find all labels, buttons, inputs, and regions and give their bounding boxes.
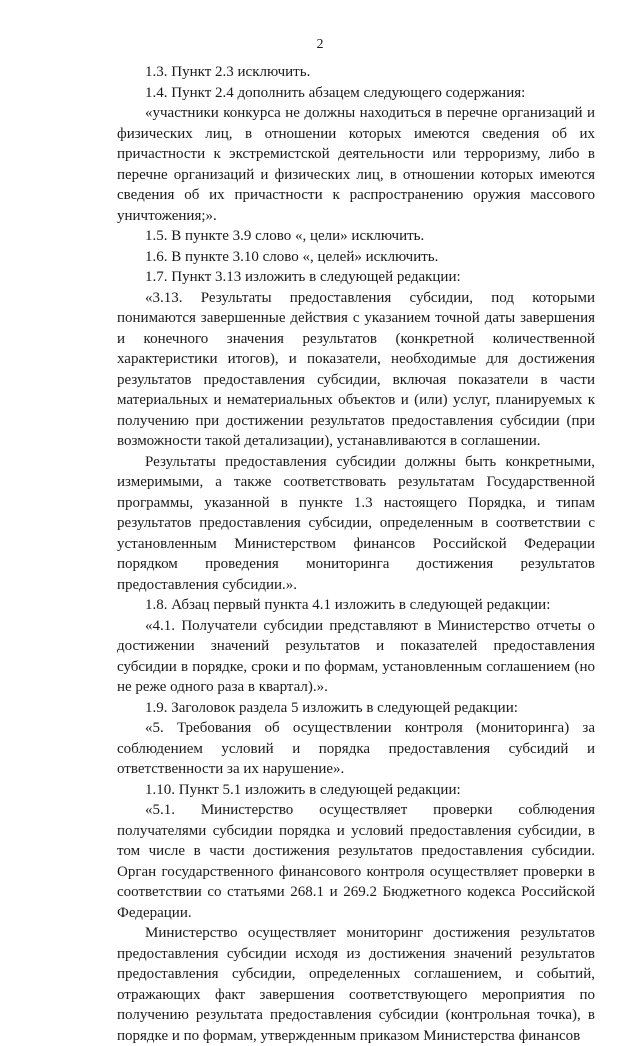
paragraph-monitoring: Министерство осуществляет мониторинг достижения результатов предоставления субсидии исходя из достижения значений результатов предоставления субсидии, определенных соглашением, и событий, отражающих факт завершения соответствующего мероприятия по получению результата предоставления субсидии (контрольная точка), в порядке и по формам, утвержденным приказом Министерства финансов <box>117 925 595 1044</box>
paragraph-1-4-quote: «участники конкурса не должны находиться в перечне организаций и физических лиц, в отношении которых имеются сведения об их причастности к экстремистской деятельности или терроризму, либо в перечне организаций и физических лиц, в отношении которых имеются сведения об их причастности к распространению оружия массового уничтожения;». <box>117 105 595 224</box>
paragraph-1-7: 1.7. Пункт 3.13 изложить в следующей редакции: <box>145 269 461 285</box>
paragraph-4-1-quote: «4.1. Получатели субсидии представляют в Министерство отчеты о достижении значений результатов и показателей предоставления субсидии в порядке, сроки и по формам, установленным соглашением (но не реже одного раза в квартал).». <box>117 617 595 695</box>
paragraph-1-8: 1.8. Абзац первый пункта 4.1 изложить в следующей редакции: <box>145 597 551 613</box>
paragraph-3-13-results: Результаты предоставления субсидии должны быть конкретными, измеримыми, а также соответствовать результатам Государственной программы, указанной в пункте 1.3 настоящего Порядка, и типам результатов предоставления субсидии, определенным в соответствии с установленным Министерством финансов Российской Федерации порядком проведения мониторинга достижения результатов предоставления субсидии.». <box>117 453 595 593</box>
paragraph-3-13-quote: «3.13. Результаты предоставления субсидии, под которыми понимаются завершенные действия с указанием точной даты завершения и конечного значения результатов (конкретной количественной характеристики итогов), и показатели, необходимые для достижения результатов предоставления субсидии, включая показатели в части материальных и нематериальных объектов и (или) услуг, планируемых к получению при достижении результатов предоставления субсидии (при возможности такой детализации), устанавливаются в соглашении. <box>117 289 595 449</box>
paragraph-1-3: 1.3. Пункт 2.3 исключить. <box>145 64 311 80</box>
paragraph-1-9: 1.9. Заголовок раздела 5 изложить в следующей редакции: <box>145 699 518 716</box>
page-number: 2 <box>316 37 324 52</box>
paragraph-1-5: 1.5. В пункте 3.9 слово «, цели» исключить. <box>145 228 425 244</box>
paragraph-1-10: 1.10. Пункт 5.1 изложить в следующей редакции: <box>145 781 461 798</box>
paragraph-5-1-quote: «5.1. Министерство осуществляет проверки соблюдения получателями субсидии порядка и условий предоставления субсидии, в том числе в части достижения результатов предоставления субсидии. Орган государственного финансового контроля осуществляет проверки в соответствии со статьями 268.1 и 269.2 Бюджетного кодекса Российской Федерации. <box>117 802 595 921</box>
paragraph-1-6: 1.6. В пункте 3.10 слово «, целей» исключить. <box>145 248 439 265</box>
paragraph-1-4: 1.4. Пункт 2.4 дополнить абзацем следующего содержания: <box>145 84 526 101</box>
document-body <box>117 62 595 1046</box>
paragraph-5-heading-quote: «5. Требования об осуществлении контроля (мониторинга) за соблюдением условий и порядка предоставления субсидий и ответственности за их нарушение». <box>117 720 595 777</box>
